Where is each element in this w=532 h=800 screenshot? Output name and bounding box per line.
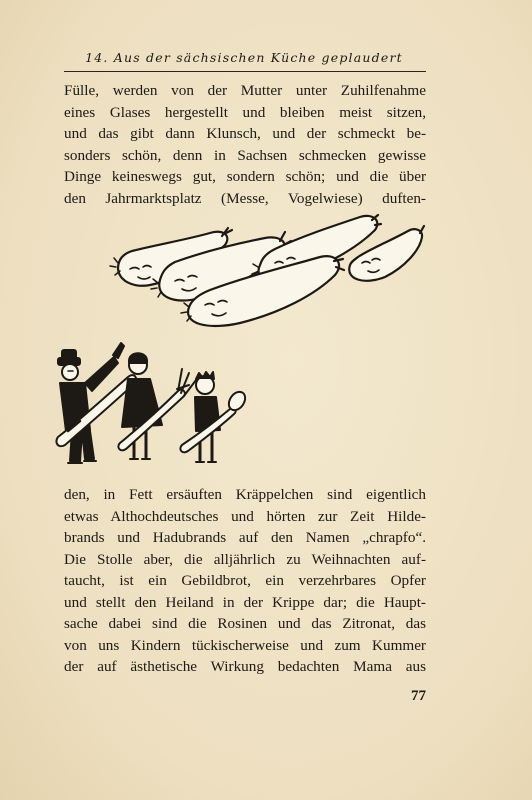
text-line: sonders schön, denn in Sachsen schmecken gewisse xyxy=(64,146,426,164)
text-line: den Jahrmarktsplatz (Messe, Vogelwiese) duften- xyxy=(64,189,426,207)
text-line: Dinge keineswegs gut, sondern schön; und die über xyxy=(64,168,426,185)
text-line: und das gibt dann Klunsch, und der schmeckt be- xyxy=(64,125,426,142)
sausage-family-illustration xyxy=(50,205,440,480)
page-number: 77 xyxy=(411,688,426,704)
text-line: der auf ästhetische Wirkung bedachten Mama aus xyxy=(64,658,426,675)
text-line: eines Glases hergestellt und bleiben meist sitzen, xyxy=(64,103,426,121)
text-line: brands und Hadubrands auf den Namen „chrapfo“. xyxy=(64,529,426,546)
text-line: von uns Kindern tückischerweise und zum Kummer xyxy=(64,636,426,654)
child-with-spoon-icon xyxy=(180,372,248,462)
text-line: etwas Althochdeutsches und hörten zur Zeit Hilde- xyxy=(64,507,426,525)
text-line: Fülle, werden von der Mutter unter Zuhilfenahme xyxy=(64,82,426,99)
running-header: 14. Aus der sächsischen Küche geplaudert xyxy=(85,50,403,65)
text-line: den, in Fett ersäuften Kräppelchen sind eigentlich xyxy=(64,486,426,503)
text-line: sache dabei sind die Rosinen und das Zitronat, das xyxy=(64,615,426,632)
body-text-bottom xyxy=(64,484,426,678)
header-rule xyxy=(64,71,426,72)
body-text-top xyxy=(64,80,426,209)
text-line: Die Stolle aber, die alljährlich zu Weihnachten auf- xyxy=(64,550,426,568)
text-line: und stellt den Heiland in der Krippe dar; die Haupt- xyxy=(64,593,426,611)
text-line: taucht, ist ein Gebildbrot, ein verzehrbares Opfer xyxy=(64,572,426,589)
